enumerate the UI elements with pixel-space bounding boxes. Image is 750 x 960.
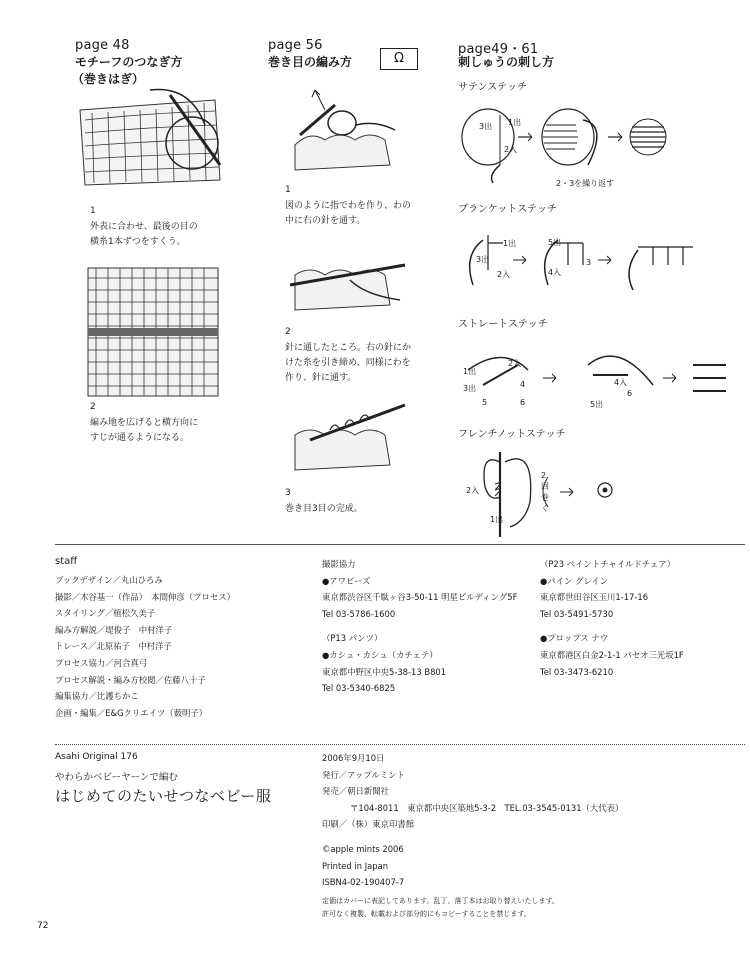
staff-line: ブックデザイン／丸山ひろみ bbox=[55, 575, 163, 585]
straight-label-6b: 6 bbox=[627, 389, 633, 398]
credits-block-1 bbox=[322, 556, 517, 697]
credit-address: 東京都中野区中央5-38-13 B801 bbox=[322, 666, 447, 677]
staff-line: スタイリング／植松久美子 bbox=[55, 608, 156, 619]
straight-label-5out: 5出 bbox=[590, 400, 604, 409]
straight-label-5: 5 bbox=[482, 398, 488, 407]
cast-on-step1-illustration bbox=[290, 85, 400, 177]
col2-step2-num: 2 bbox=[285, 327, 291, 337]
col1-step1-num: 1 bbox=[90, 206, 96, 216]
cast-on-step2-illustration bbox=[290, 245, 410, 320]
satin-label-repeat: 2・3を繰り返す bbox=[556, 179, 615, 188]
credit-note: （P23 ペイントチャイルドチェア） bbox=[540, 559, 676, 569]
blanket-label-5out: 5出 bbox=[548, 238, 562, 247]
satin-label-2in: 2入 bbox=[504, 145, 518, 154]
credit-name: ●パイン グレイン bbox=[540, 575, 609, 586]
staff-line: プロセス協力／河合真弓 bbox=[55, 657, 148, 668]
french-knot-title: フレンチノットステッチ bbox=[458, 429, 566, 440]
blanket-label-3: 3 bbox=[586, 258, 592, 267]
straight-label-4in: 4入 bbox=[614, 378, 628, 387]
notice-line: 定価はカバーに表記してあります。乱丁、落丁本はお取り替えいたします。 bbox=[322, 896, 559, 905]
publisher: 発行／アップルミント bbox=[322, 769, 405, 780]
credit-name: ●プロップス ナウ bbox=[540, 633, 609, 644]
credits-heading: 撮影協力 bbox=[322, 559, 356, 569]
col1-step1-text-1: 外表に合わせ、最後の目の bbox=[90, 222, 198, 232]
knit-fabric-illustration bbox=[88, 268, 218, 396]
knit-symbol-box: Ω bbox=[380, 48, 418, 70]
whip-stitch-illustration bbox=[70, 85, 230, 200]
col2-step1-text-1: 図のように指でわを作り、わの bbox=[285, 201, 412, 211]
section-title-cast-on: 巻き目の編み方 bbox=[268, 55, 353, 69]
straight-label-6: 6 bbox=[520, 398, 526, 407]
credit-name: ●カシュ・カシュ（カチェテ） bbox=[322, 649, 438, 660]
col2-step3-text-1: 巻き目3目の完成。 bbox=[285, 504, 363, 514]
credit-address: 東京都世田谷区玉川1-17-16 bbox=[540, 592, 649, 603]
col2-step3-num: 3 bbox=[285, 488, 291, 498]
staff-line: 編み方解説／堤俊子 中村洋子 bbox=[55, 624, 173, 635]
satin-label-3out: 3出 bbox=[479, 122, 493, 131]
satin-stitch-title: サテンステッチ bbox=[458, 82, 527, 93]
staff-list bbox=[55, 572, 235, 721]
col2-step2-text-2: けた糸を引き締め、同様にわを bbox=[285, 358, 411, 368]
credit-tel: Tel 03-5786-1600 bbox=[322, 608, 396, 619]
staff-line: 撮影／木谷基一（作品） 本間伸彦（プロセス） bbox=[55, 591, 236, 602]
staff-line: 企画・編集／E&Gクリエイツ（薮明子） bbox=[55, 707, 208, 718]
col1-step2-text-2: すじが通るようになる。 bbox=[90, 433, 190, 443]
credit-tel: Tel 03-5491-5730 bbox=[540, 608, 614, 619]
publication-info bbox=[322, 750, 623, 921]
credit-tel: Tel 03-3473-6210 bbox=[540, 666, 614, 677]
staff-line: プロセス解説・編み方校閲／佐藤八十子 bbox=[55, 674, 206, 685]
blanket-stitch-diagram bbox=[458, 225, 698, 300]
book-subtitle: やわらかベビーヤーンで編む bbox=[55, 772, 178, 783]
book-title: はじめてのたいせつなベビー服 bbox=[55, 787, 272, 805]
page-number: 72 bbox=[37, 921, 49, 931]
section-title-motif-join: モチーフのつなぎ方 bbox=[75, 55, 183, 69]
isbn: ISBN4-02-190407-7 bbox=[322, 877, 405, 888]
col1-step2-text-1: 編み地を広げると横方向に bbox=[90, 418, 199, 428]
copyright: ©apple mints 2006 bbox=[322, 843, 404, 854]
straight-label-4: 4 bbox=[520, 380, 526, 389]
col2-step1-text-2: 中に右の針を通す。 bbox=[285, 216, 366, 226]
publish-date: 2006年9月10日 bbox=[322, 753, 385, 763]
blanket-label-3out: 3出 bbox=[476, 255, 490, 264]
page-ref-56: page 56 bbox=[268, 38, 323, 53]
french-label-2in: 2入 bbox=[466, 486, 480, 495]
credit-name: ●アワビーズ bbox=[322, 575, 371, 586]
staff-line: トレース／北原祐子 中村洋子 bbox=[55, 641, 172, 652]
credits-block-2 bbox=[540, 556, 684, 680]
publisher-address: 〒104-8011 東京都中央区築地5-3-2 TEL.03-3545-0131（大代表） bbox=[350, 802, 624, 813]
printer: 印刷／（株）東京印書館 bbox=[322, 819, 415, 830]
credit-address: 東京都港区白金2-1-1 パセオ三光坂1F bbox=[540, 649, 684, 660]
col1-step2-num: 2 bbox=[90, 402, 96, 412]
divider-colophon bbox=[55, 744, 745, 745]
blanket-label-2in: 2入 bbox=[497, 270, 511, 279]
straight-label-1out: 1出 bbox=[463, 367, 477, 376]
page-ref-48: page 48 bbox=[75, 38, 130, 53]
french-label-1out: 1出 bbox=[490, 515, 504, 524]
satin-stitch-diagram bbox=[458, 95, 678, 190]
satin-label-1out: 1出 bbox=[508, 118, 522, 127]
straight-label-3out: 3出 bbox=[463, 384, 477, 393]
staff-line: 編集協力／比護ちかこ bbox=[55, 691, 139, 702]
divider-staff bbox=[55, 544, 745, 545]
straight-label-2in: 2入 bbox=[508, 359, 522, 368]
page-ref-49-61: page49・61 bbox=[458, 42, 539, 57]
seller: 発売／朝日新聞社 bbox=[322, 786, 389, 797]
cast-on-step3-illustration bbox=[290, 400, 410, 480]
straight-stitch-title: ストレートステッチ bbox=[458, 319, 548, 330]
col2-step2-text-3: 作り、針に通す。 bbox=[285, 373, 357, 383]
col2-step1-num: 1 bbox=[285, 185, 291, 195]
section-subtitle-whip-stitch: （巻きはぎ） bbox=[72, 72, 145, 86]
printed-in: Printed in Japan bbox=[322, 860, 389, 871]
notice-line: 許可なく複製、転載および部分的にもコピーすることを禁じます。 bbox=[322, 909, 531, 918]
blanket-stitch-title: ブランケットステッチ bbox=[458, 204, 557, 215]
col2-step2-text-1: 針に通したところ。右の針にか bbox=[285, 343, 412, 353]
staff-heading: staff bbox=[55, 556, 78, 567]
section-title-embroidery: 刺しゅうの刺し方 bbox=[458, 55, 555, 69]
french-label-wrap-twice: 2回巻く bbox=[541, 471, 549, 513]
book-series: Asahi Original 176 bbox=[55, 752, 138, 762]
blanket-label-1out: 1出 bbox=[503, 239, 517, 248]
col1-step1-text-2: 横糸1本ずつをすくう。 bbox=[90, 237, 186, 247]
credit-address: 東京都渋谷区千駄ヶ谷3-50-11 明星ビルディング5F bbox=[322, 592, 518, 603]
credit-tel: Tel 03-5340-6825 bbox=[322, 683, 396, 694]
credit-note: （P13 パンツ） bbox=[322, 633, 383, 644]
blanket-label-4in: 4入 bbox=[548, 268, 562, 277]
